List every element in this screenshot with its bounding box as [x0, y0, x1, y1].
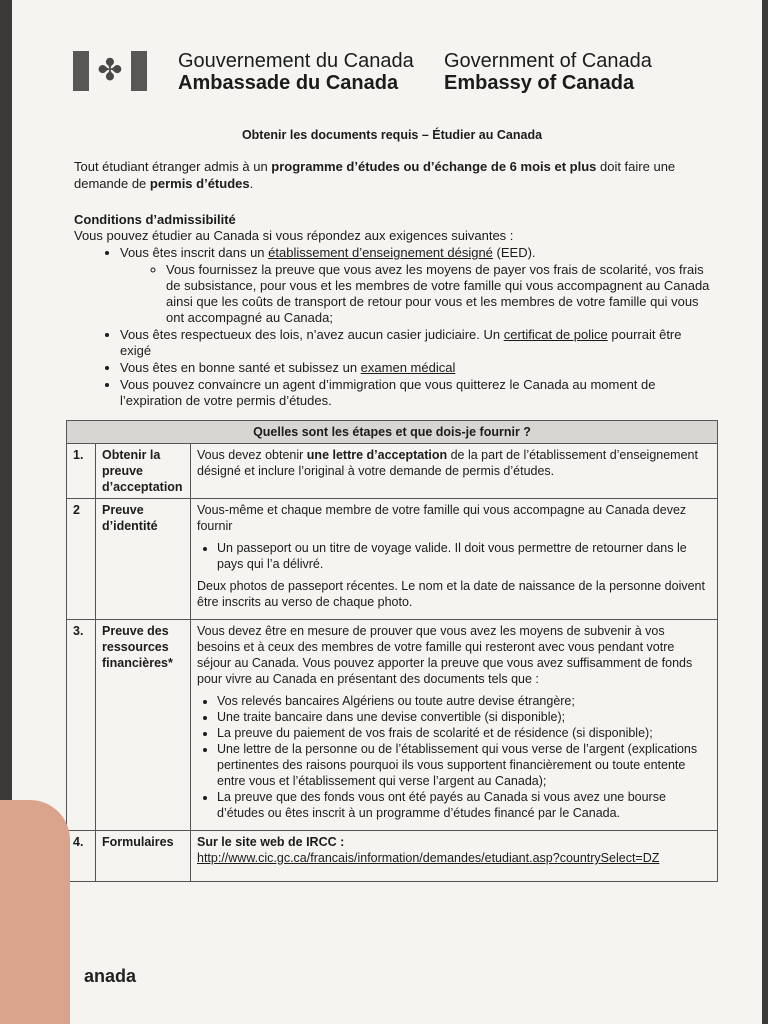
table-header: Quelles sont les étapes et que dois-je fournir ?	[67, 421, 718, 444]
table-row: 1. Obtenir la preuve d’acceptation Vous devez obtenir une lettre d’acceptation de la part de l’établissement d’enseignement désigné et inclure l’original à votre demande de permis d’études.	[67, 444, 718, 499]
letterhead-english	[444, 50, 652, 94]
thumb-overlay	[0, 800, 70, 1024]
eligibility-section	[74, 212, 714, 410]
letterhead-french	[178, 50, 414, 94]
list-item: • Une lettre de la personne ou de l’établissement qui vous verse de l’argent (explications pertinentes des raisons pourquoi ils vous supportent financièrement ou toute entente entre vous et l’établissement qui verse l’argent au Canada);	[217, 741, 711, 789]
canada-wordmark: anada	[84, 966, 137, 986]
list-item: ◦ Vous fournissez la preuve que vous avez les moyens de payer vos frais de scolarité, vos frais de subsistance, pour vous et les membres de votre famille qui vous accompagnent au Canada ainsi que les coûts de transport de retour pour vous et les membres de votre famille qui vous ont accompagné au Canada;	[166, 262, 714, 326]
embassy-fr: Ambassade du Canada	[178, 72, 399, 94]
steps-table	[66, 420, 718, 882]
embassy-en: Embassy of Canada	[444, 72, 635, 94]
list-item: • Un passeport ou un titre de voyage valide. Il doit vous permettre de retourner dans le pays qui l’a délivré.	[217, 540, 711, 572]
medical-exam-link[interactable]: examen médical	[360, 360, 456, 375]
eed-link[interactable]: établissement d’enseignement désigné	[268, 245, 493, 260]
list-item: • Vous êtes en bonne santé et subissez un examen médical	[120, 360, 714, 376]
ircc-link[interactable]: http://www.cic.gc.ca/francais/information/demandes/etudiant.asp?countrySelect=DZ	[197, 851, 660, 865]
list-item: • Une traite bancaire dans une devise convertible (si disponible);	[217, 709, 711, 725]
gov-fr: Gouvernement du Canada	[178, 50, 414, 72]
list-item: • Vous êtes respectueux des lois, n’avez aucun casier judiciaire. Un certificat de police pourrait être exigé	[120, 327, 714, 359]
eligibility-heading: Conditions d’admissibilité	[74, 212, 236, 227]
gov-en: Government of Canada	[444, 50, 652, 72]
police-certificate-link[interactable]: certificat de police	[503, 327, 608, 342]
intro-paragraph: Tout étudiant étranger admis à un programme d’études ou d’échange de 6 mois et plus doit faire une demande de permis d’études.	[74, 159, 676, 191]
canada-flag-icon: ✤	[70, 51, 150, 91]
list-item: • Vos relevés bancaires Algériens ou toute autre devise étrangère;	[217, 693, 711, 709]
list-item: • La preuve que des fonds vous ont été payés au Canada si vous avez une bourse d’études ou êtes inscrit à un programme d’études financé par le Canada.	[217, 789, 711, 821]
list-item: • Vous êtes inscrit dans un établissement d’enseignement désigné (EED). ◦ Vous fournissez la preuve que vous avez les moyens de payer vos frais de scolarité, vos frais de subsistance, pour vous et les membres de votre famille qui vous accompagnent au Canada ainsi que les coûts de transport de retour pour vous et les membres de votre famille qui vous ont accompagné au Canada;	[120, 245, 714, 326]
document-title: Obtenir les documents requis – Étudier au Canada	[241, 128, 543, 142]
letterhead	[70, 46, 710, 106]
list-item: • La preuve du paiement de vos frais de scolarité et de résidence (si disponible);	[217, 725, 711, 741]
table-row: 3. Preuve des ressources financières* Vous devez être en mesure de prouver que vous avez les moyens de subvenir à vos besoins et à ceux des membres de votre famille qui resteront avec vous pendant votre séjour au Canada. Vous pouvez apporter la preuve que vous avez suffisamment de fonds pour vivre au Canada en présentant des documents tels que : • Vos relevés bancaires Algériens ou toute autre devise étrangère; • Une traite bancaire dans une devise convertible (si disponible); • La preuve du paiement de vos frais de scolarité et de résidence (si disponible); • Une lettre de la personne ou de l’établissement qui vous verse de l’argent (explications pertinentes des raisons pourquoi ils vous supportent financièrement ou toute entente entre vous et l’établissement qui verse l’argent au Canada); • La preuve que des fonds vous ont été payés au Canada si vous avez une bourse d’études ou êtes inscrit à un programme d’études financé par le Canada.	[67, 620, 718, 831]
list-item: • Vous pouvez convaincre un agent d’immigration que vous quitterez le Canada au moment de l’expiration de votre permis d’études.	[120, 377, 714, 409]
table-row: 4. Formulaires Sur le site web de IRCC : http://www.cic.gc.ca/francais/information/demandes/etudiant.asp?countrySelect=DZ	[67, 831, 718, 882]
table-row: 2 Preuve d’identité Vous-même et chaque membre de votre famille qui vous accompagne au Canada devez fournir • Un passeport ou un titre de voyage valide. Il doit vous permettre de retourner dans le pays qui l’a délivré. Deux photos de passeport récentes. Le nom et la date de naissance de la personne doivent être inscrits au verso de chaque photo.	[67, 499, 718, 620]
document-page	[12, 0, 762, 1024]
eligibility-lead: Vous pouvez étudier au Canada si vous répondez aux exigences suivantes :	[74, 228, 514, 243]
